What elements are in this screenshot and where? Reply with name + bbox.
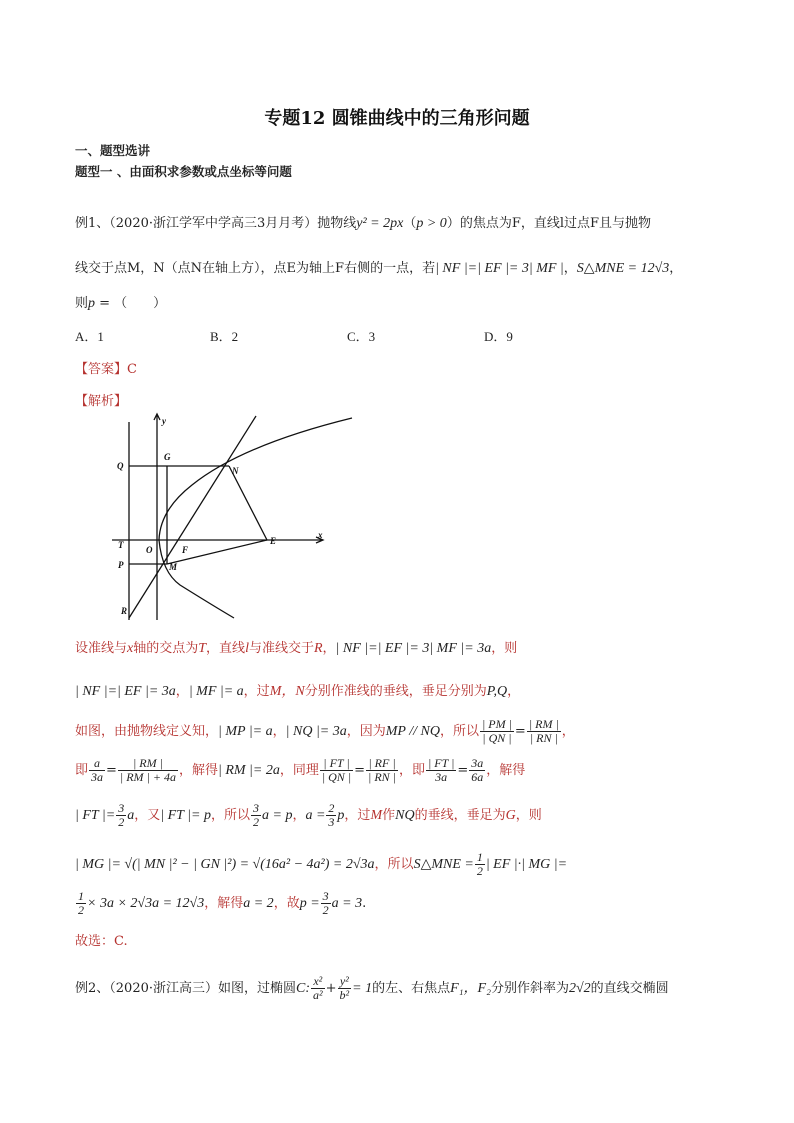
sol-text: 设准线与 bbox=[75, 641, 128, 656]
sol-var: a bbox=[127, 808, 135, 823]
ex1-text: （ bbox=[403, 216, 417, 231]
solution-line1 bbox=[75, 637, 517, 657]
fraction: $\frac{2}{3}$ bbox=[328, 801, 335, 829]
parabola-figure bbox=[112, 410, 357, 625]
sol-text: 作 bbox=[382, 808, 396, 823]
sol-eq: | NF |=| EF |= 3a bbox=[75, 684, 176, 699]
subsection-heading: 题型一 、由面积求参数或点坐标等问题 bbox=[75, 164, 292, 179]
sol-text: 如图，由抛物线定义知， bbox=[75, 724, 219, 739]
label-y: y bbox=[162, 416, 166, 426]
sol-text: ，同理 bbox=[279, 763, 319, 778]
sol-eq: | RM |= 2a bbox=[217, 763, 280, 778]
label-q: Q bbox=[117, 461, 124, 471]
label-o: O bbox=[146, 545, 153, 555]
label-x: x bbox=[318, 530, 323, 540]
ex1-eq: y² = 2px bbox=[356, 216, 404, 231]
fraction: $\frac{a}{3a}$ bbox=[91, 756, 104, 784]
ex2-var: C: bbox=[296, 981, 310, 996]
sol-eq: × 3a × 2√3a = 12√3 bbox=[87, 896, 205, 911]
sol-eq: a = bbox=[305, 808, 326, 823]
sol-var: NQ bbox=[395, 808, 415, 823]
sol-var: x bbox=[127, 641, 134, 656]
ex1-text: = （ ） bbox=[95, 296, 167, 311]
page-title: 专题12 圆锥曲线中的三角形问题 bbox=[264, 108, 530, 129]
ex2-text: 的直线交椭圆 bbox=[590, 981, 669, 996]
sol-text: 与准线交于 bbox=[248, 641, 314, 656]
sol-eq: MP // NQ bbox=[385, 724, 440, 739]
sol-text: ，解得 bbox=[178, 763, 218, 778]
answer-label: 【答案】C bbox=[75, 362, 137, 377]
sol-eq: | NQ |= 3a bbox=[285, 724, 347, 739]
label-r: R bbox=[121, 606, 128, 616]
fraction: $\frac{3}{2}$ bbox=[253, 801, 259, 829]
option-b: B．2 bbox=[210, 329, 239, 344]
sol-text: ，又 bbox=[134, 808, 161, 823]
sol-var: p bbox=[337, 808, 345, 823]
solution-conclusion: 故选：C. bbox=[75, 934, 128, 949]
sol-eq: a = 3 bbox=[331, 896, 363, 911]
example2-line1 bbox=[75, 975, 669, 1002]
sol-eq: | NF |=| EF |= 3| MF |= 3a bbox=[335, 641, 492, 656]
fraction: $\frac{| RM |}{| RM | + 4a}$ bbox=[119, 756, 176, 784]
fraction: $\frac{| RF |}{| RN |}$ bbox=[368, 756, 396, 784]
sol-eq: | MF |= a bbox=[188, 684, 244, 699]
segment-ne bbox=[229, 466, 267, 540]
example1-line1 bbox=[75, 212, 651, 232]
label-g: G bbox=[164, 452, 171, 462]
solution-line6 bbox=[75, 851, 567, 878]
option-c: C．3 bbox=[347, 329, 376, 344]
sol-text: ， bbox=[175, 684, 189, 699]
sol-var: G bbox=[505, 808, 516, 823]
ex1-area-eq: S△MNE = 12√3 bbox=[576, 261, 670, 276]
sol-text: ， bbox=[322, 641, 336, 656]
ex2-var: F₁，F₂ bbox=[450, 981, 491, 996]
sol-var: P,Q bbox=[486, 684, 508, 699]
sol-text: ，解得 bbox=[204, 896, 244, 911]
label-f: F bbox=[182, 545, 189, 555]
sol-var: T bbox=[198, 641, 207, 656]
option-a: A．1 bbox=[75, 329, 104, 344]
label-e: E bbox=[270, 536, 277, 546]
ex1-text: 例1、（2020·浙江学军中学高三3月月考）抛物线 bbox=[75, 216, 357, 231]
section-heading: 一、题型选讲 bbox=[75, 143, 151, 158]
fraction: $\frac{3}{2}$ bbox=[118, 801, 125, 829]
sol-text: ，故 bbox=[273, 896, 300, 911]
sol-eq: | FT |= p bbox=[160, 808, 211, 823]
fraction: $\frac{1}{2}$ bbox=[78, 889, 84, 917]
sol-var: M bbox=[370, 808, 383, 823]
fraction: $\frac{\text{x²}}{\text{a²}}$ bbox=[313, 974, 323, 1002]
ex2-text: 分别作斜率为 bbox=[490, 981, 569, 996]
ex1-text: 线交于点M，N（点N在轴上方），点E为轴上F右侧的一点，若 bbox=[75, 261, 436, 276]
sol-text: 的垂线，垂足为 bbox=[414, 808, 506, 823]
ex1-ratio-eq: | NF |=| EF |= 3| MF | bbox=[435, 261, 564, 276]
sol-var: R bbox=[313, 641, 323, 656]
ex1-text: ， bbox=[669, 261, 683, 276]
ex2-eq: = 1 bbox=[352, 981, 373, 996]
fraction: $\frac{1}{2}$ bbox=[476, 850, 483, 878]
label-n: N bbox=[232, 466, 239, 476]
sol-text: 轴的交点为 bbox=[133, 641, 199, 656]
sol-var: M，N bbox=[269, 684, 305, 699]
sol-text: ， bbox=[507, 684, 521, 699]
sol-eq: a = 2 bbox=[243, 896, 274, 911]
sol-text: . bbox=[362, 896, 367, 911]
analysis-label: 【解析】 bbox=[75, 394, 128, 409]
fraction: $\frac{3a}{6a}$ bbox=[471, 756, 484, 784]
sol-text: ，即 bbox=[398, 763, 425, 778]
ex2-text: 的左、右焦点 bbox=[372, 981, 451, 996]
ex1-text: ）的焦点为F，直线l过点F且与抛物 bbox=[446, 216, 652, 231]
example1-line3 bbox=[75, 292, 166, 312]
sol-var: l bbox=[245, 641, 249, 656]
label-m: M bbox=[169, 562, 178, 572]
solution-line7 bbox=[75, 890, 366, 917]
option-d: D．9 bbox=[484, 329, 513, 344]
sol-text: ，因为 bbox=[346, 724, 386, 739]
fraction: $\frac{\text{y²}}{\text{b²}}$ bbox=[339, 974, 350, 1002]
sol-text: ，过 bbox=[243, 684, 270, 699]
sol-text: ， bbox=[272, 724, 286, 739]
sol-eq: a = p bbox=[262, 808, 293, 823]
label-p: P bbox=[118, 560, 124, 570]
sol-eq: S△MNE = bbox=[413, 857, 474, 872]
ex1-p: p bbox=[88, 296, 96, 311]
sol-text: ， bbox=[292, 808, 306, 823]
sol-text: 即 bbox=[75, 763, 89, 778]
fraction: $\frac{| FT |}{| QN |}$ bbox=[321, 756, 352, 784]
sol-text: ，则 bbox=[491, 641, 518, 656]
sol-text: 分别作准线的垂线，垂足分别为 bbox=[304, 684, 487, 699]
fraction: $\frac{| PM |}{| QN |}$ bbox=[481, 717, 512, 745]
sol-text: ，所以 bbox=[374, 857, 414, 872]
focal-chord-line bbox=[129, 416, 256, 618]
sol-text: ， bbox=[561, 724, 575, 739]
ex1-cond: p > 0 bbox=[416, 216, 447, 231]
ex2-op: + bbox=[325, 981, 337, 996]
solution-line3: 如图，由抛物线定义知，| MP |= a，| NQ |= 3a，因为MP // NQ，所以 $\frac{| PM |}{| QN |}$ = $\frac{| RM |}{| RN |}$ ， bbox=[75, 717, 575, 745]
label-t: T bbox=[118, 540, 124, 550]
fraction: $\frac{| FT |}{3a}$ bbox=[427, 756, 455, 784]
sol-eq: | MG |= √(| MN |² − | GN |²) = √(16a² − 4a²) = 2√3a bbox=[75, 857, 375, 872]
sol-text: ，所以 bbox=[439, 724, 479, 739]
sol-eq: p = bbox=[299, 896, 320, 911]
solution-line2 bbox=[75, 680, 520, 700]
sol-text: ，解得 bbox=[486, 763, 526, 778]
fraction: $\frac{3}{2}$ bbox=[322, 889, 329, 917]
sol-text: ，则 bbox=[515, 808, 542, 823]
solution-line5 bbox=[75, 802, 542, 829]
ex2-eq: 2√2 bbox=[568, 981, 591, 996]
sol-eq: | FT |= bbox=[75, 808, 116, 823]
sol-text: ，所以 bbox=[210, 808, 250, 823]
sol-text: ，直线 bbox=[206, 641, 246, 656]
sol-eq: | MP |= a bbox=[218, 724, 273, 739]
sol-text: ，过 bbox=[344, 808, 371, 823]
ex1-text: ， bbox=[563, 261, 577, 276]
sol-eq: | EF |·| MG |= bbox=[485, 857, 568, 872]
example1-line2 bbox=[75, 257, 682, 277]
fraction: $\frac{| RM |}{| RN |}$ bbox=[528, 717, 559, 745]
ex1-text: 则 bbox=[75, 296, 89, 311]
ex2-text: 例2、（2020·浙江高三）如图，过椭圆 bbox=[75, 981, 296, 996]
solution-line4: 即 $\frac{a}{3a}$ = $\frac{| RM |}{| RM | + 4a}$ ，解得| RM |= 2a，同理 $\frac{| FT |}{| QN |}$ = $\frac{| RF |}{| RN |}$ ，即 $\frac{| FT |}{3a}$ = $\frac{3a}{6a}$ ，解得 bbox=[75, 756, 526, 784]
